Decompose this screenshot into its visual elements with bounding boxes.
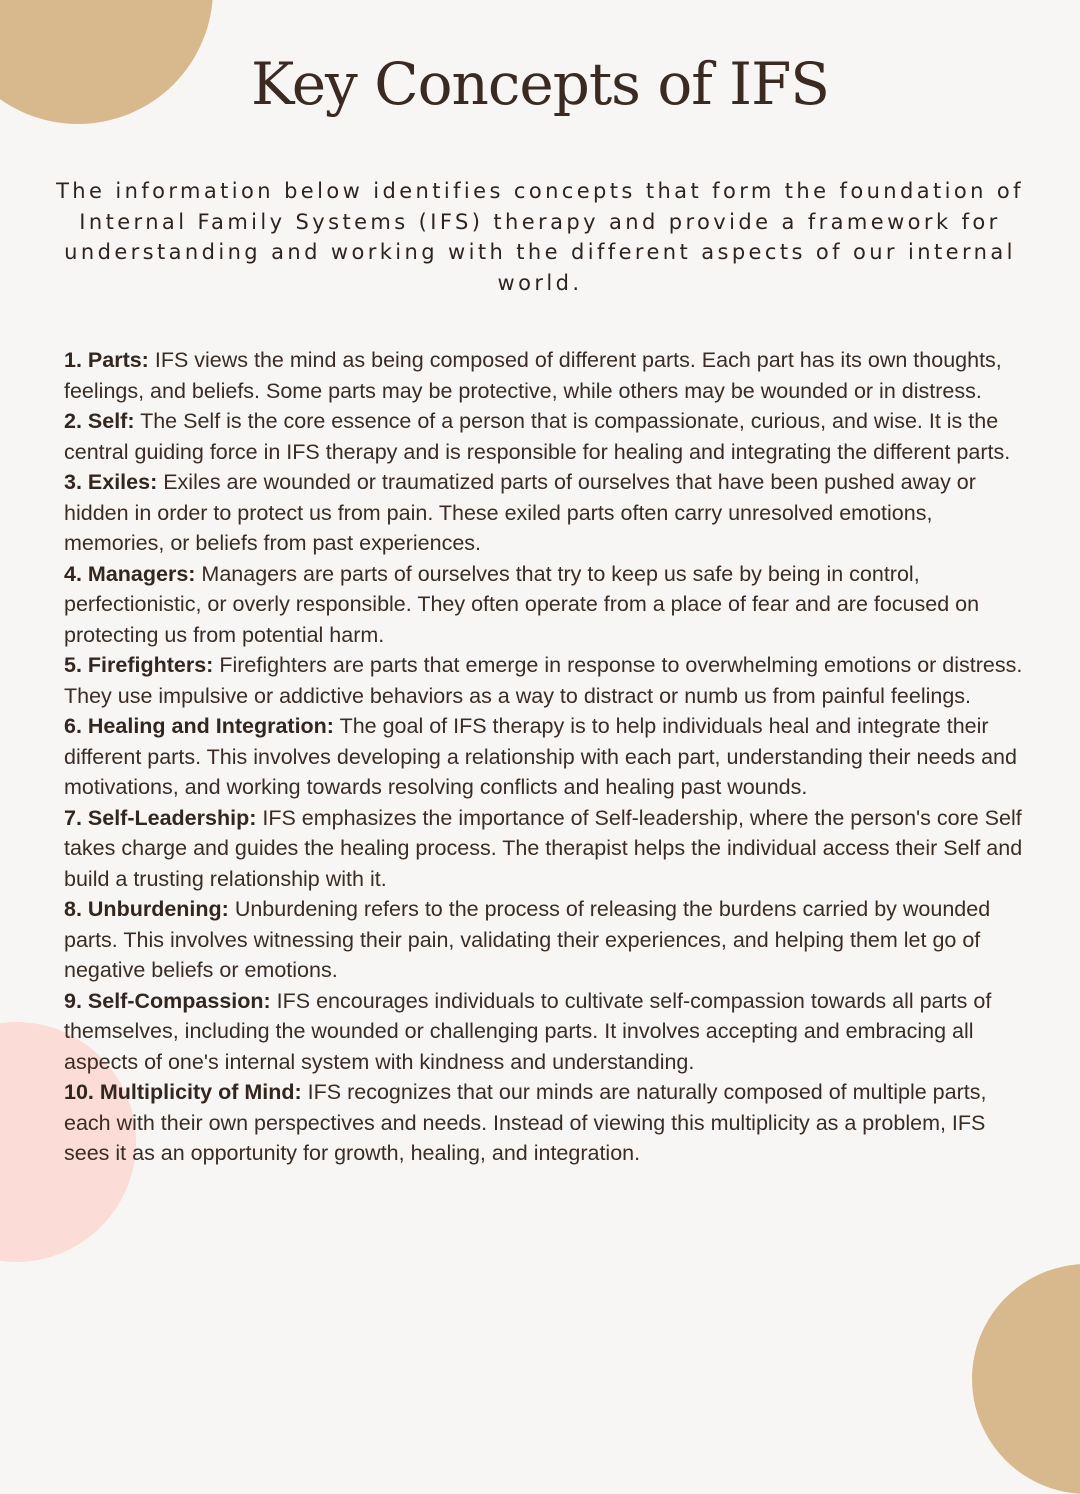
concept-text: IFS views the mind as being composed of different parts. Each part has its own thoughts, feelings, and beliefs. Some parts may be protective, while others may be wounded or in distress.: [64, 348, 1002, 403]
concept-text: Firefighters are parts that emerge in response to overwhelming emotions or distress. They use impulsive or addictive behaviors as a way to distract or numb us from painful feelings.: [64, 653, 1023, 708]
concept-term: 2. Self:: [64, 409, 135, 433]
concept-item-firefighters: [64, 650, 1026, 711]
concept-item-exiles: [64, 467, 1026, 559]
concept-item-unburdening: [64, 894, 1026, 986]
concept-text: IFS recognizes that our minds are naturally composed of multiple parts, each with their own perspectives and needs. Instead of viewing this multiplicity as a problem, IFS sees it as an opportunity for growth, healing, and integration.: [64, 1080, 987, 1165]
concept-term: 3. Exiles:: [64, 470, 158, 494]
concept-term: 8. Unburdening:: [64, 897, 229, 921]
concept-term: 5. Firefighters:: [64, 653, 214, 677]
concept-text: The goal of IFS therapy is to help individuals heal and integrate their different parts. This involves developing a relationship with each part, understanding their needs and motivations, and working towards resolving conflicts and healing past wounds.: [64, 714, 1017, 799]
concept-item-self-leadership: [64, 803, 1026, 895]
concept-term: 4. Managers:: [64, 561, 196, 586]
concept-term: 7. Self-Leadership:: [64, 805, 257, 830]
concepts-list: [64, 345, 1026, 1169]
concept-item-multiplicity-of-mind: [64, 1077, 1026, 1169]
concept-item-self: [64, 406, 1026, 467]
concept-item-self-compassion: [64, 986, 1026, 1078]
concept-text: The Self is the core essence of a person that is compassionate, curious, and wise. It is the central guiding force in IFS therapy and is responsible for healing and integrating the different parts.: [64, 409, 1011, 464]
concept-term: 10. Multiplicity of Mind:: [64, 1080, 302, 1104]
concept-item-managers: [64, 559, 1026, 651]
concept-text: Exiles are wounded or traumatized parts of ourselves that have been pushed away or hidden in order to protect us from pain. These exiled parts often carry unresolved emotions, memories, or beliefs from past experiences.: [64, 470, 976, 555]
concept-term: 1. Parts:: [64, 348, 149, 372]
concept-item-healing-integration: [64, 711, 1026, 803]
decorative-circle-bottom-right: [972, 1264, 1080, 1494]
concept-term: 9. Self-Compassion:: [64, 988, 271, 1013]
concept-term: 6. Healing and Integration:: [64, 714, 334, 738]
intro-paragraph: The information below identifies concepts that form the foundation of Internal Family Systems (IFS) therapy and provide a framework for understanding and working with the different aspects of our internal world.: [56, 179, 1024, 295]
concept-item-parts: [64, 345, 1026, 406]
concept-text: Unburdening refers to the process of releasing the burdens carried by wounded parts. This involves witnessing their pain, validating their experiences, and helping them let go of negative beliefs or emotions.: [64, 897, 991, 982]
concept-text: IFS encourages individuals to cultivate self-compassion towards all parts of themselves, including the wounded or challenging parts. It involves accepting and embracing all aspects of one's internal system with kindness and understanding.: [64, 988, 992, 1074]
page-title: Key Concepts of IFS: [250, 50, 830, 118]
concept-text: IFS emphasizes the importance of Self-leadership, where the person's core Self takes charge and guides the healing process. The therapist helps the individual access their Self and build a trusting relationship with it.: [64, 805, 1023, 891]
concept-text: Managers are parts of ourselves that try to keep us safe by being in control, perfectionistic, or overly responsible. They often operate from a place of fear and are focused on protecting us from potential harm.: [64, 561, 980, 647]
